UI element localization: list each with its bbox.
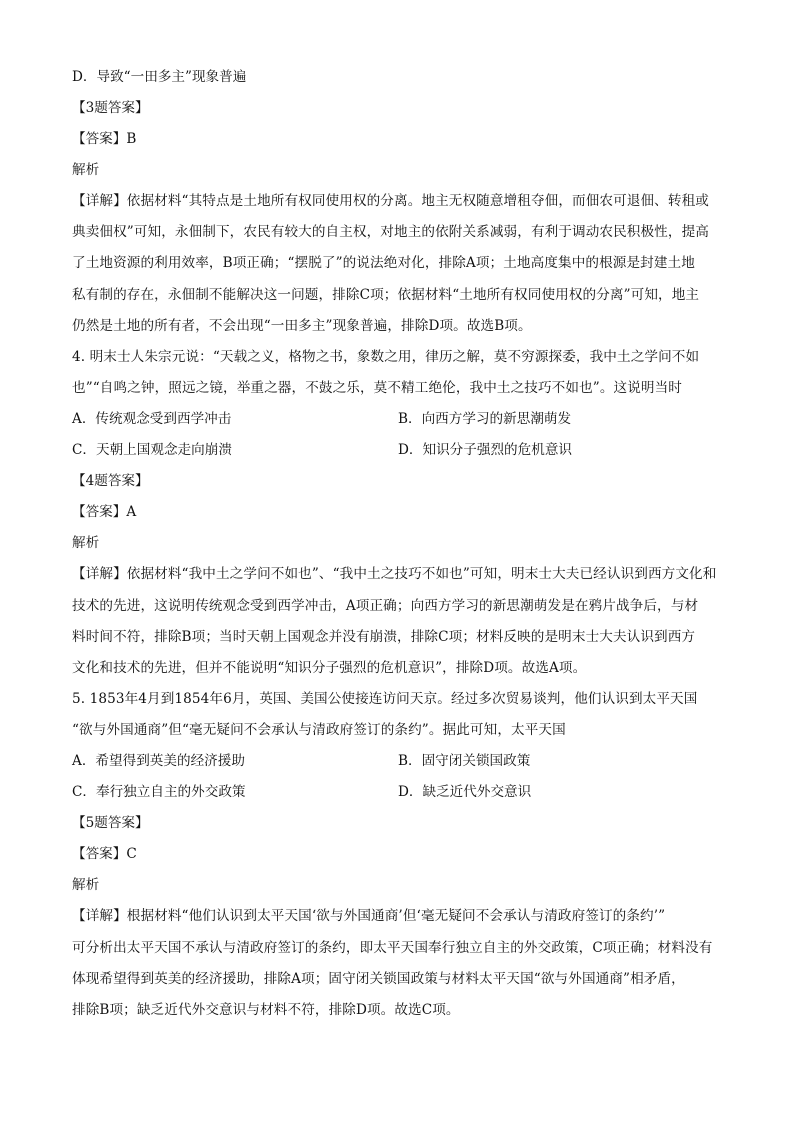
q4-detail-line: 料时间不符，排除B项；当时天朝上国观念并没有崩溃，排除C项；材料反映的是明末士大夫认识到西方 <box>72 628 696 645</box>
q3-analysis-label: 解析 <box>72 162 100 178</box>
q5-options-row-1 <box>72 746 734 777</box>
q5-option-b: B．固守闭关锁国政策 <box>398 753 531 770</box>
q5-detail <box>72 901 734 1026</box>
q3-detail-line: 私有制的存在，永佃制不能解决这一问题，排除C项；依据材料“土地所有权同使用权的分离”可知，地主 <box>72 286 700 303</box>
q5-detail-line: 可分析出太平天国不承认与清政府签订的条约，即太平天国奉行独立自主的外交政策，C项正确；材料没有 <box>72 939 713 956</box>
q3-detail-line: 【详解】依据材料“其特点是土地所有权同使用权的分离。地主无权随意增租夺佃，而佃农可退佃、转租或 <box>72 193 709 209</box>
q5-answer-heading: 【5题答案】 <box>72 815 149 832</box>
q4-answer: 【答案】A <box>72 504 137 521</box>
q3-detail-line: 典卖佃权”可知，永佃制下，农民有较大的自主权，对地主的依附关系减弱，有利于调动农民积极性，提高 <box>72 224 709 241</box>
q4-options-row-2 <box>72 435 734 466</box>
q3-option-d: D．导致“一田多主”现象普遍 <box>72 69 247 85</box>
q5-option-c: C．奉行独立自主的外交政策 <box>72 784 246 801</box>
q4-analysis-label: 解析 <box>72 535 100 552</box>
q5-option-d: D．缺乏近代外交意识 <box>398 784 532 801</box>
q5-stem-line: 5. 1853年4月到1854年6月，英国、美国公使接连访问天京。经过多次贸易谈判，他们认识到太平天国 <box>72 691 698 708</box>
q5-analysis-label: 解析 <box>72 877 100 894</box>
q5-options-row-2 <box>72 777 734 808</box>
q5-stem-line: “欲与外国通商”但“毫无疑问不会承认与清政府签订的条约”。据此可知，太平天国 <box>72 722 566 739</box>
q4-option-c: C．天朝上国观念走向崩溃 <box>72 442 232 459</box>
q5-detail-line: 【详解】根据材料“他们认识到太平天国‘欲与外国通商’但‘毫无疑问不会承认与清政府签订的条约’” <box>72 908 666 925</box>
q4-stem-line: 也”“自鸣之钟，照远之镜，举重之器，不鼓之乐，莫不精工绝伦，我中土之技巧不如也”。这说明当时 <box>72 380 682 397</box>
q3-detail-line: 仍然是土地的所有者，不会出现“一田多主”现象普遍，排除D项。故选B项。 <box>72 317 532 334</box>
q4-stem <box>72 342 734 404</box>
q4-option-b: B．向西方学习的新思潮萌发 <box>398 411 572 428</box>
q5-option-a: A．希望得到英美的经济援助 <box>72 753 245 770</box>
q5-stem <box>72 684 734 746</box>
document-page <box>72 62 734 1026</box>
q3-detail-line: 了土地资源的利用效率，B项正确；“摆脱了”的说法绝对化，排除A项；土地高度集中的根源是封建土地 <box>72 255 695 272</box>
q4-options-row-1 <box>72 404 734 435</box>
q3-answer: 【答案】B <box>72 131 137 147</box>
q4-stem-line: 4. 明末士人朱宗元说：“天载之义，格物之书，象数之用，律历之解，莫不穷源探委，我中土之学问不如 <box>72 348 700 365</box>
q4-detail-line: 文化和技术的先进，但并不能说明“知识分子强烈的危机意识”，排除D项。故选A项。 <box>72 659 587 676</box>
q4-option-d: D．知识分子强烈的危机意识 <box>398 442 573 459</box>
q5-answer: 【答案】C <box>72 846 137 863</box>
q3-detail <box>72 186 734 342</box>
q4-detail-line: 技术的先进，这说明传统观念受到西学冲击，A项正确；向西方学习的新思潮萌发是在鸦片战争后，与材 <box>72 597 699 614</box>
q4-option-a: A．传统观念受到西学冲击 <box>72 411 232 428</box>
q4-detail-line: 【详解】依据材料“我中土之学问不如也”、“我中土之技巧不如也”可知，明末士大夫已经认识到西方文化和 <box>72 566 717 583</box>
q3-answer-heading: 【3题答案】 <box>72 100 149 116</box>
q5-detail-line: 排除B项；缺乏近代外交意识与材料不符，排除D项。故选C项。 <box>72 1002 460 1018</box>
q5-detail-line: 体现希望得到英美的经济援助，排除A项；固守闭关锁国政策与材料太平天国“欲与外国通商”相矛盾， <box>72 970 685 987</box>
q4-answer-heading: 【4题答案】 <box>72 473 149 490</box>
q4-detail <box>72 559 734 684</box>
